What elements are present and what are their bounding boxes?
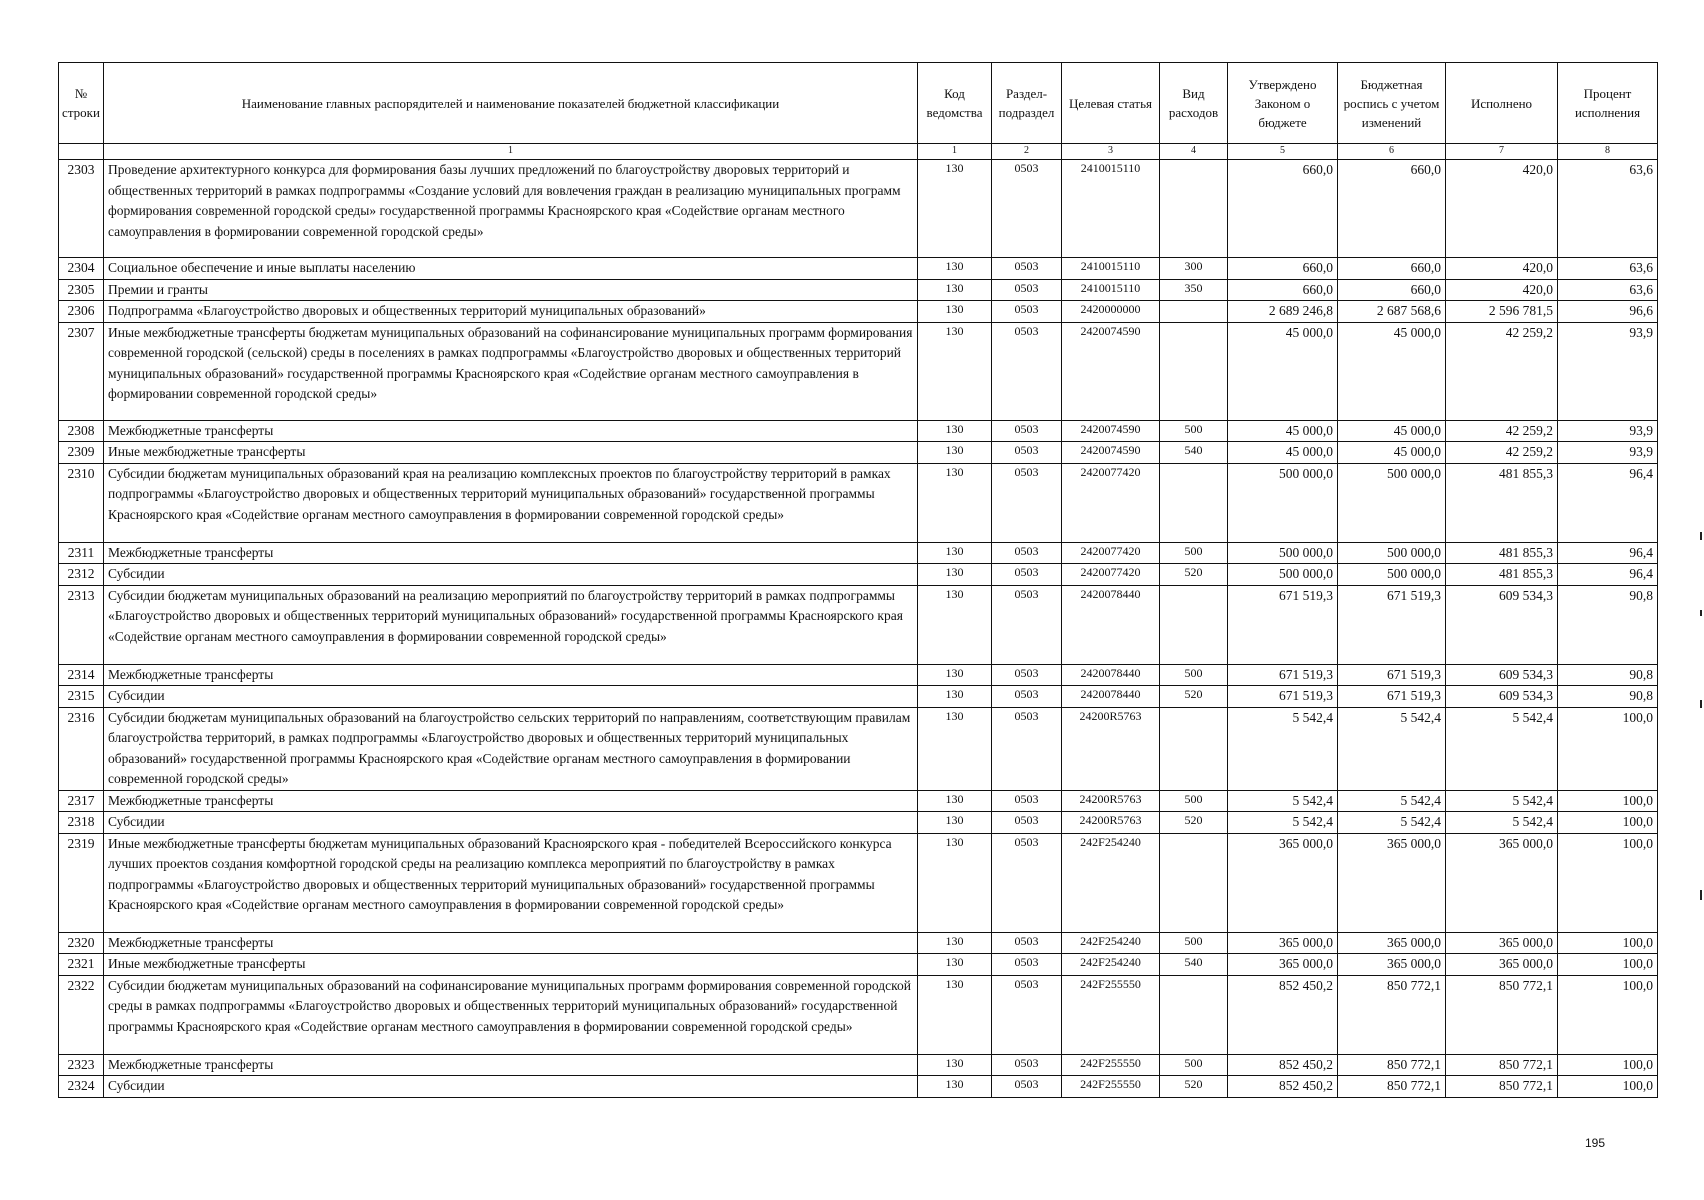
revised-amount: 365 000,0: [1338, 932, 1446, 954]
scan-edge-mark: [1700, 890, 1702, 900]
expense-type: [1160, 975, 1228, 1054]
row-name: Иные межбюджетные трансферты: [104, 442, 918, 464]
table-row: [59, 812, 1658, 834]
expense-type: 500: [1160, 542, 1228, 564]
execution-percent: 90,8: [1558, 664, 1658, 686]
section-code: 0503: [992, 1054, 1062, 1076]
table-row: [59, 442, 1658, 464]
target-article: 2420077420: [1062, 463, 1160, 542]
dept-code: 130: [918, 301, 992, 323]
section-code: 0503: [992, 790, 1062, 812]
approved-amount: 500 000,0: [1228, 542, 1338, 564]
row-number: 2322: [59, 975, 104, 1054]
column-number: 4: [1160, 144, 1228, 160]
approved-amount: 671 519,3: [1228, 664, 1338, 686]
row-number: 2307: [59, 322, 104, 420]
execution-percent: 93,9: [1558, 442, 1658, 464]
target-article: 2420078440: [1062, 686, 1160, 708]
target-article: 24200R5763: [1062, 812, 1160, 834]
approved-amount: 5 542,4: [1228, 790, 1338, 812]
table-header: [59, 63, 1658, 160]
header-revised: Бюджетная роспись с учетом изменений: [1338, 63, 1446, 144]
executed-amount: 365 000,0: [1446, 833, 1558, 932]
target-article: 2410015110: [1062, 258, 1160, 280]
row-name: Субсидии бюджетам муниципальных образований на благоустройство сельских территорий по направлениям, соответствующим правилам благоустройства территорий, в рамках подпрограммы «Благоустройство дворовых и общественных территорий муниципальных образований» государственной программы Красноярского края «Содействие органам местного самоуправления в формировании современной городской среды»: [104, 707, 918, 790]
row-name: Субсидии: [104, 1076, 918, 1098]
row-name: Подпрограмма «Благоустройство дворовых и общественных территорий муниципальных образований»: [104, 301, 918, 323]
revised-amount: 5 542,4: [1338, 790, 1446, 812]
revised-amount: 671 519,3: [1338, 585, 1446, 664]
section-code: 0503: [992, 585, 1062, 664]
row-name: Иные межбюджетные трансферты бюджетам муниципальных образований на софинансирование муниципальных программ формирования современной городской (сельской) среды в поселениях в рамках подпрограммы «Благоустройство дворовых и общественных территорий муниципальных образований» государственной программы Красноярского края «Содействие органам местного самоуправления в формировании современной городской среды»: [104, 322, 918, 420]
header-percent: Процент исполнения: [1558, 63, 1658, 144]
executed-amount: 420,0: [1446, 258, 1558, 280]
dept-code: 130: [918, 954, 992, 976]
execution-percent: 100,0: [1558, 707, 1658, 790]
scan-edge-mark: [1700, 532, 1702, 540]
row-number: 2323: [59, 1054, 104, 1076]
table-row: [59, 1054, 1658, 1076]
header-executed: Исполнено: [1446, 63, 1558, 144]
approved-amount: 365 000,0: [1228, 932, 1338, 954]
execution-percent: 90,8: [1558, 686, 1658, 708]
revised-amount: 500 000,0: [1338, 463, 1446, 542]
target-article: 242F254240: [1062, 932, 1160, 954]
column-number: 1: [918, 144, 992, 160]
row-number: 2316: [59, 707, 104, 790]
section-code: 0503: [992, 542, 1062, 564]
expense-type: 500: [1160, 1054, 1228, 1076]
expense-type: [1160, 833, 1228, 932]
expense-type: [1160, 301, 1228, 323]
execution-percent: 90,8: [1558, 585, 1658, 664]
executed-amount: 5 542,4: [1446, 790, 1558, 812]
execution-percent: 100,0: [1558, 812, 1658, 834]
section-code: 0503: [992, 279, 1062, 301]
section-code: 0503: [992, 833, 1062, 932]
table-row: [59, 420, 1658, 442]
approved-amount: 365 000,0: [1228, 954, 1338, 976]
expense-type: 500: [1160, 664, 1228, 686]
table-row: [59, 833, 1658, 932]
header-name: Наименование главных распорядителей и наименование показателей бюджетной классификации: [104, 63, 918, 144]
revised-amount: 500 000,0: [1338, 542, 1446, 564]
row-name: Субсидии: [104, 686, 918, 708]
table-row: [59, 322, 1658, 420]
revised-amount: 671 519,3: [1338, 664, 1446, 686]
execution-percent: 96,6: [1558, 301, 1658, 323]
revised-amount: 660,0: [1338, 160, 1446, 258]
approved-amount: 500 000,0: [1228, 564, 1338, 586]
row-number: 2315: [59, 686, 104, 708]
header-expense-type: Вид расходов: [1160, 63, 1228, 144]
dept-code: 130: [918, 542, 992, 564]
target-article: 242F255550: [1062, 1054, 1160, 1076]
execution-percent: 63,6: [1558, 279, 1658, 301]
row-name: Межбюджетные трансферты: [104, 664, 918, 686]
revised-amount: 850 772,1: [1338, 975, 1446, 1054]
revised-amount: 45 000,0: [1338, 420, 1446, 442]
column-number: [59, 144, 104, 160]
executed-amount: 365 000,0: [1446, 954, 1558, 976]
target-article: 2420077420: [1062, 542, 1160, 564]
table-row: [59, 258, 1658, 280]
executed-amount: 42 259,2: [1446, 442, 1558, 464]
expense-type: 500: [1160, 790, 1228, 812]
dept-code: 130: [918, 812, 992, 834]
execution-percent: 96,4: [1558, 463, 1658, 542]
executed-amount: 609 534,3: [1446, 585, 1558, 664]
section-code: 0503: [992, 463, 1062, 542]
section-code: 0503: [992, 975, 1062, 1054]
dept-code: 130: [918, 1054, 992, 1076]
execution-percent: 100,0: [1558, 790, 1658, 812]
execution-percent: 93,9: [1558, 420, 1658, 442]
revised-amount: 365 000,0: [1338, 954, 1446, 976]
expense-type: 500: [1160, 420, 1228, 442]
approved-amount: 852 450,2: [1228, 975, 1338, 1054]
row-number: 2305: [59, 279, 104, 301]
dept-code: 130: [918, 258, 992, 280]
row-name: Субсидии бюджетам муниципальных образований края на реализацию комплексных проектов по благоустройству территорий в рамках подпрограммы «Благоустройство дворовых и общественных территорий муниципальных образований» государственной программы Красноярского края «Содействие органам местного самоуправления в формировании современной городской среды»: [104, 463, 918, 542]
row-name: Иные межбюджетные трансферты: [104, 954, 918, 976]
table-row: [59, 954, 1658, 976]
expense-type: 500: [1160, 932, 1228, 954]
dept-code: 130: [918, 664, 992, 686]
section-code: 0503: [992, 420, 1062, 442]
row-name: Межбюджетные трансферты: [104, 420, 918, 442]
execution-percent: 63,6: [1558, 160, 1658, 258]
row-number: 2324: [59, 1076, 104, 1098]
revised-amount: 660,0: [1338, 258, 1446, 280]
approved-amount: 852 450,2: [1228, 1076, 1338, 1098]
approved-amount: 500 000,0: [1228, 463, 1338, 542]
table-row: [59, 686, 1658, 708]
dept-code: 130: [918, 322, 992, 420]
row-name: Субсидии бюджетам муниципальных образований на софинансирование муниципальных программ формирования современной городской среды в рамках подпрограммы «Благоустройство дворовых и общественных территорий муниципальных образований» государственной программы Красноярского края «Содействие органам местного самоуправления в формировании современной городской среды»: [104, 975, 918, 1054]
executed-amount: 42 259,2: [1446, 420, 1558, 442]
table-row: [59, 585, 1658, 664]
approved-amount: 45 000,0: [1228, 322, 1338, 420]
section-code: 0503: [992, 1076, 1062, 1098]
table-row: [59, 1076, 1658, 1098]
section-code: 0503: [992, 664, 1062, 686]
revised-amount: 365 000,0: [1338, 833, 1446, 932]
row-number: 2317: [59, 790, 104, 812]
header-dept-code: Код ведомства: [918, 63, 992, 144]
execution-percent: 93,9: [1558, 322, 1658, 420]
executed-amount: 365 000,0: [1446, 932, 1558, 954]
row-name: Субсидии: [104, 564, 918, 586]
dept-code: 130: [918, 707, 992, 790]
approved-amount: 2 689 246,8: [1228, 301, 1338, 323]
table-row: [59, 664, 1658, 686]
dept-code: 130: [918, 442, 992, 464]
section-code: 0503: [992, 160, 1062, 258]
section-code: 0503: [992, 686, 1062, 708]
expense-type: 300: [1160, 258, 1228, 280]
section-code: 0503: [992, 442, 1062, 464]
approved-amount: 852 450,2: [1228, 1054, 1338, 1076]
dept-code: 130: [918, 686, 992, 708]
header-target-article: Целевая статья: [1062, 63, 1160, 144]
row-name: Субсидии: [104, 812, 918, 834]
executed-amount: 2 596 781,5: [1446, 301, 1558, 323]
section-code: 0503: [992, 812, 1062, 834]
execution-percent: 100,0: [1558, 954, 1658, 976]
row-number: 2311: [59, 542, 104, 564]
target-article: 242F255550: [1062, 975, 1160, 1054]
table-row: [59, 790, 1658, 812]
table-row: [59, 932, 1658, 954]
target-article: 2420000000: [1062, 301, 1160, 323]
execution-percent: 96,4: [1558, 564, 1658, 586]
executed-amount: 609 534,3: [1446, 664, 1558, 686]
target-article: 242F254240: [1062, 954, 1160, 976]
row-number: 2308: [59, 420, 104, 442]
revised-amount: 2 687 568,6: [1338, 301, 1446, 323]
row-number: 2321: [59, 954, 104, 976]
target-article: 2420078440: [1062, 664, 1160, 686]
column-number: 7: [1446, 144, 1558, 160]
target-article: 2420074590: [1062, 420, 1160, 442]
revised-amount: 45 000,0: [1338, 442, 1446, 464]
expense-type: 520: [1160, 564, 1228, 586]
column-number-row: [59, 144, 1658, 160]
expense-type: 520: [1160, 686, 1228, 708]
table-row: [59, 564, 1658, 586]
dept-code: 130: [918, 585, 992, 664]
approved-amount: 45 000,0: [1228, 442, 1338, 464]
section-code: 0503: [992, 301, 1062, 323]
target-article: 2420078440: [1062, 585, 1160, 664]
executed-amount: 481 855,3: [1446, 564, 1558, 586]
row-name: Межбюджетные трансферты: [104, 1054, 918, 1076]
section-code: 0503: [992, 932, 1062, 954]
section-code: 0503: [992, 322, 1062, 420]
header-section: Раздел-подраздел: [992, 63, 1062, 144]
dept-code: 130: [918, 279, 992, 301]
dept-code: 130: [918, 463, 992, 542]
table-row: [59, 301, 1658, 323]
row-number: 2304: [59, 258, 104, 280]
execution-percent: 100,0: [1558, 1076, 1658, 1098]
expense-type: 540: [1160, 954, 1228, 976]
revised-amount: 45 000,0: [1338, 322, 1446, 420]
section-code: 0503: [992, 564, 1062, 586]
approved-amount: 671 519,3: [1228, 686, 1338, 708]
executed-amount: 5 542,4: [1446, 812, 1558, 834]
executed-amount: 850 772,1: [1446, 1076, 1558, 1098]
revised-amount: 850 772,1: [1338, 1054, 1446, 1076]
column-number: 3: [1062, 144, 1160, 160]
expense-type: [1160, 585, 1228, 664]
row-name: Межбюджетные трансферты: [104, 790, 918, 812]
target-article: 2410015110: [1062, 279, 1160, 301]
row-number: 2303: [59, 160, 104, 258]
budget-table: [58, 62, 1658, 1098]
section-code: 0503: [992, 707, 1062, 790]
executed-amount: 420,0: [1446, 279, 1558, 301]
executed-amount: 850 772,1: [1446, 975, 1558, 1054]
row-name: Социальное обеспечение и иные выплаты населению: [104, 258, 918, 280]
approved-amount: 365 000,0: [1228, 833, 1338, 932]
executed-amount: 481 855,3: [1446, 542, 1558, 564]
section-code: 0503: [992, 954, 1062, 976]
target-article: 2420074590: [1062, 322, 1160, 420]
expense-type: [1160, 322, 1228, 420]
revised-amount: 5 542,4: [1338, 707, 1446, 790]
executed-amount: 5 542,4: [1446, 707, 1558, 790]
expense-type: [1160, 463, 1228, 542]
table-row: [59, 279, 1658, 301]
revised-amount: 850 772,1: [1338, 1076, 1446, 1098]
dept-code: 130: [918, 975, 992, 1054]
expense-type: [1160, 707, 1228, 790]
dept-code: 130: [918, 932, 992, 954]
row-name: Проведение архитектурного конкурса для формирования базы лучших предложений по благоустройству дворовых территорий и общественных территорий в рамках подпрограммы «Создание условий для вовлечения граждан в реализацию муниципальных программ формирования современной городской среды» государственной программы Красноярского края «Содействие органам местного самоуправления в формировании современной городской среды»: [104, 160, 918, 258]
target-article: 242F255550: [1062, 1076, 1160, 1098]
section-code: 0503: [992, 258, 1062, 280]
executed-amount: 42 259,2: [1446, 322, 1558, 420]
header-approved: Утверждено Законом о бюджете: [1228, 63, 1338, 144]
expense-type: 520: [1160, 1076, 1228, 1098]
expense-type: [1160, 160, 1228, 258]
executed-amount: 420,0: [1446, 160, 1558, 258]
row-number: 2309: [59, 442, 104, 464]
target-article: 2420074590: [1062, 442, 1160, 464]
target-article: 2410015110: [1062, 160, 1160, 258]
revised-amount: 671 519,3: [1338, 686, 1446, 708]
table-row: [59, 707, 1658, 790]
execution-percent: 96,4: [1558, 542, 1658, 564]
row-name: Премии и гранты: [104, 279, 918, 301]
scan-edge-mark: [1700, 610, 1702, 616]
approved-amount: 660,0: [1228, 279, 1338, 301]
target-article: 24200R5763: [1062, 790, 1160, 812]
column-number: 1: [104, 144, 918, 160]
approved-amount: 660,0: [1228, 160, 1338, 258]
execution-percent: 100,0: [1558, 833, 1658, 932]
approved-amount: 660,0: [1228, 258, 1338, 280]
table-row: [59, 160, 1658, 258]
executed-amount: 850 772,1: [1446, 1054, 1558, 1076]
column-number: 2: [992, 144, 1062, 160]
revised-amount: 5 542,4: [1338, 812, 1446, 834]
expense-type: 520: [1160, 812, 1228, 834]
page-number: 195: [1585, 1136, 1606, 1150]
dept-code: 130: [918, 160, 992, 258]
table-row: [59, 542, 1658, 564]
target-article: 24200R5763: [1062, 707, 1160, 790]
execution-percent: 63,6: [1558, 258, 1658, 280]
approved-amount: 5 542,4: [1228, 707, 1338, 790]
row-number: 2318: [59, 812, 104, 834]
approved-amount: 5 542,4: [1228, 812, 1338, 834]
row-name: Субсидии бюджетам муниципальных образований на реализацию мероприятий по благоустройству территорий в рамках подпрограммы «Благоустройство дворовых и общественных территорий муниципальных образований» государственной программы Красноярского края «Содействие органам местного самоуправления в формировании современной городской среды»: [104, 585, 918, 664]
executed-amount: 481 855,3: [1446, 463, 1558, 542]
table-row: [59, 975, 1658, 1054]
row-number: 2319: [59, 833, 104, 932]
row-name: Иные межбюджетные трансферты бюджетам муниципальных образований Красноярского края - победителей Всероссийского конкурса лучших проектов создания комфортной городской среды на реализацию комплекса мероприятий по благоустройству в рамках подпрограммы «Благоустройство дворовых и общественных территорий муниципальных образований» государственной программы Красноярского края «Содействие органам местного самоуправления в формировании современной городской среды»: [104, 833, 918, 932]
execution-percent: 100,0: [1558, 932, 1658, 954]
revised-amount: 660,0: [1338, 279, 1446, 301]
execution-percent: 100,0: [1558, 975, 1658, 1054]
target-article: 242F254240: [1062, 833, 1160, 932]
approved-amount: 45 000,0: [1228, 420, 1338, 442]
table-row: [59, 463, 1658, 542]
row-name: Межбюджетные трансферты: [104, 542, 918, 564]
row-name: Межбюджетные трансферты: [104, 932, 918, 954]
dept-code: 130: [918, 564, 992, 586]
table-body: [59, 160, 1658, 1098]
row-number: 2310: [59, 463, 104, 542]
target-article: 2420077420: [1062, 564, 1160, 586]
approved-amount: 671 519,3: [1228, 585, 1338, 664]
row-number: 2306: [59, 301, 104, 323]
row-number: 2313: [59, 585, 104, 664]
dept-code: 130: [918, 833, 992, 932]
row-number: 2320: [59, 932, 104, 954]
column-number: 5: [1228, 144, 1338, 160]
dept-code: 130: [918, 790, 992, 812]
expense-type: 350: [1160, 279, 1228, 301]
dept-code: 130: [918, 420, 992, 442]
row-number: 2314: [59, 664, 104, 686]
dept-code: 130: [918, 1076, 992, 1098]
executed-amount: 609 534,3: [1446, 686, 1558, 708]
execution-percent: 100,0: [1558, 1054, 1658, 1076]
scan-edge-mark: [1700, 700, 1702, 708]
column-number: 8: [1558, 144, 1658, 160]
column-number: 6: [1338, 144, 1446, 160]
row-number: 2312: [59, 564, 104, 586]
header-row-number: № строки: [59, 63, 104, 144]
revised-amount: 500 000,0: [1338, 564, 1446, 586]
expense-type: 540: [1160, 442, 1228, 464]
